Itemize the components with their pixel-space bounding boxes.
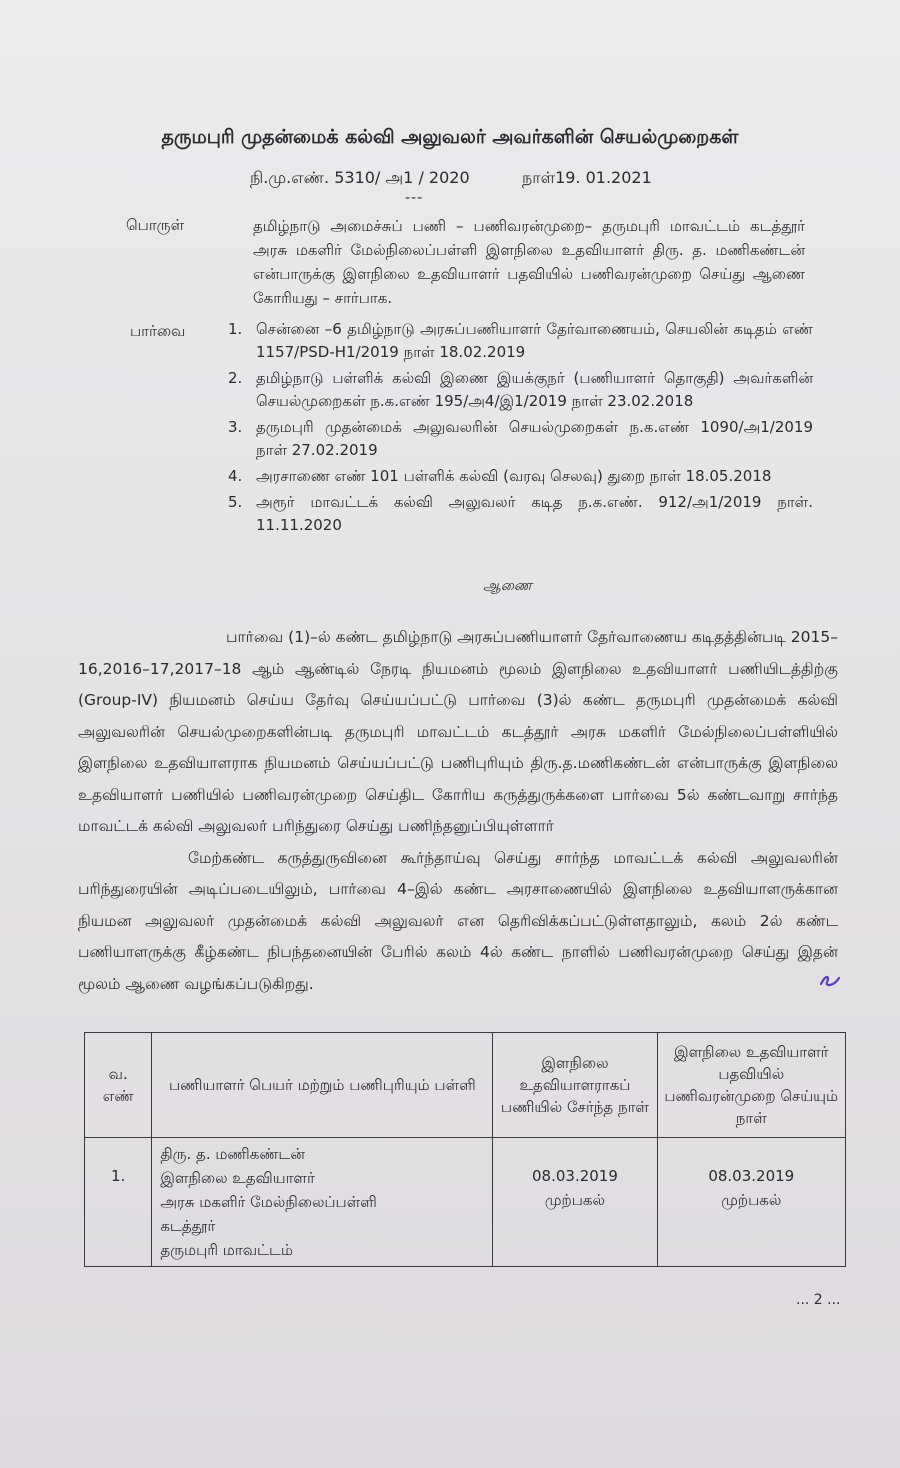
serial-number: 1.	[111, 1167, 126, 1185]
reference-number-label: 1.	[228, 320, 243, 338]
page-number: ... 2 ...	[796, 1292, 841, 1308]
column-header: இளநிலை உதவியாளர் பதவியில் பணிவரன்முறை செய்யும் நாள்	[657, 1033, 845, 1138]
reference-number-label: 2.	[228, 369, 243, 387]
reference-item	[228, 318, 813, 364]
reference-text: அரூர் மாவட்டக் கல்வி அலுவலர் கடித ந.க.எண். 912/அ1/2019 நாள். 11.11.2020	[256, 493, 813, 534]
order-body	[78, 622, 838, 1000]
reference-item	[228, 367, 813, 413]
reference-number-label: 3.	[228, 418, 243, 436]
body-paragraph: பார்வை (1)–ல் கண்ட தமிழ்நாடு அரசுப்பணியாளர் தேர்வாணைய கடிதத்தின்படி 2015–16,2016–17,2017–18 ஆம் ஆண்டில் நேரடி நியமனம் மூலம் இளநிலை உதவியாளர் பணியிடத்திற்கு (Group-IV) நியமனம் செய்ய தேர்வு செய்யப்பட்டு பார்வை (3)ல் கண்ட தருமபுரி முதன்மைக் கல்வி அலுவலரின் செயல்முறைகளின்படி தருமபுரி மாவட்டம் கடத்தூர் அரசு மகளிர் மேல்நிலைப்பள்ளியில் இளநிலை உதவியாளராக நியமனம் செய்யப்பட்டு பணிபுரியும் திரு.த.மணிகண்டன் என்பாருக்கு இளநிலை உதவியாளர் பணியில் பணிவரன்முறை செய்திட கோரிய கருத்துருக்களை பார்வை 5ல் கண்டவாறு சார்ந்த மாவட்டக் கல்வி அலுவலர் பரிந்துரை செய்து பணிந்தனுப்பியுள்ளார்	[78, 628, 838, 835]
school-name: அரசு மகளிர் மேல்நிலைப்பள்ளி	[160, 1193, 377, 1211]
regularisation-date: 08.03.2019	[708, 1167, 795, 1185]
joining-date: 08.03.2019	[532, 1167, 618, 1185]
school-district: தருமபுரி மாவட்டம்	[160, 1241, 294, 1259]
reference-number: நி.மு.எண். 5310/ அ1 / 2020	[250, 168, 470, 187]
order-heading: ஆணை	[483, 578, 532, 594]
table-header-row	[85, 1033, 846, 1138]
reference-number-label: 5.	[228, 493, 243, 511]
regularisation-table	[84, 1032, 846, 1267]
column-header: வ. எண்	[85, 1033, 152, 1138]
employee-designation: இளநிலை உதவியாளர்	[160, 1169, 315, 1187]
reference-number-label: 4.	[228, 467, 243, 485]
separator: ---	[405, 190, 424, 206]
employee-cell	[152, 1138, 493, 1267]
serial-cell	[85, 1138, 152, 1267]
school-place: கடத்தூர்	[160, 1217, 216, 1235]
joining-session: முற்பகல்	[544, 1191, 605, 1209]
column-header: பணியாளர் பெயர் மற்றும் பணிபுரியும் பள்ளி	[152, 1033, 493, 1138]
table-row	[85, 1138, 846, 1267]
references-list	[228, 318, 813, 540]
reference-item	[228, 491, 813, 537]
body-paragraph: மேற்கண்ட கருத்துருவினை கூர்ந்தாய்வு செய்து சார்ந்த மாவட்டக் கல்வி அலுவலரின் பரிந்துரையின் அடிப்படையிலும், பார்வை 4–இல் கண்ட அரசாணையில் இளநிலை உதவியாளருக்கான நியமன அலுவலர் முதன்மைக் கல்வி அலுவலர் என தெரிவிக்கப்பட்டுள்ளதாலும், கலம் 2ல் கண்ட பணியாளருக்கு கீழ்கண்ட நிபந்தனையின் பேரில் கலம் 4ல் கண்ட நாளில் பணிவரன்முறை செய்து இதன் மூலம் ஆணை வழங்கப்படுகிறது.	[78, 848, 838, 993]
subject-label: பொருள்	[126, 216, 185, 234]
order-date: நாள்19. 01.2021	[522, 168, 652, 187]
joining-date-cell	[493, 1138, 657, 1267]
reference-text: தருமபுரி முதன்மைக் அலுவலரின் செயல்முறைகள் ந.க.எண் 1090/அ1/2019 நாள் 27.02.2019	[256, 418, 813, 459]
references-label: பார்வை	[130, 322, 186, 340]
reference-text: தமிழ்நாடு பள்ளிக் கல்வி இணை இயக்குநர் (பணியாளர் தொகுதி) அவர்களின் செயல்முறைகள் ந.க.எண் 195/அ4/இ1/2019 நாள் 23.02.2018	[256, 369, 813, 410]
subject-text: தமிழ்நாடு அமைச்சுப் பணி – பணிவரன்முறை– தருமபுரி மாவட்டம் கடத்தூர் அரசு மகளிர் மேல்நிலைப்பள்ளி இளநிலை உதவியாளர் திரு. த. மணிகண்டன் என்பாருக்கு இளநிலை உதவியாளர் பதவியில் பணிவரன்முறை செய்து ஆணை கோரியது – சார்பாக.	[253, 217, 805, 307]
reference-item	[228, 416, 813, 462]
reference-text: சென்னை –6 தமிழ்நாடு அரசுப்பணியாளர் தேர்வாணையம், செயலின் கடிதம் எண் 1157/PSD-H1/2019 நாள் 18.02.2019	[256, 320, 813, 361]
reference-item	[228, 465, 813, 488]
regularisation-session: முற்பகல்	[721, 1191, 782, 1209]
document-title: தருமபுரி முதன்மைக் கல்வி அலுவலர் அவர்களின் செயல்முறைகள்	[161, 126, 739, 148]
reference-text: அரசாணை எண் 101 பள்ளிக் கல்வி (வரவு செலவு) துறை நாள் 18.05.2018	[256, 467, 772, 485]
regularisation-date-cell	[657, 1138, 845, 1267]
column-header: இளநிலை உதவியாளராகப் பணியில் சேர்ந்த நாள்	[493, 1033, 657, 1138]
ink-scribble-mark	[818, 972, 842, 990]
employee-name: திரு. த. மணிகண்டன்	[160, 1145, 305, 1163]
